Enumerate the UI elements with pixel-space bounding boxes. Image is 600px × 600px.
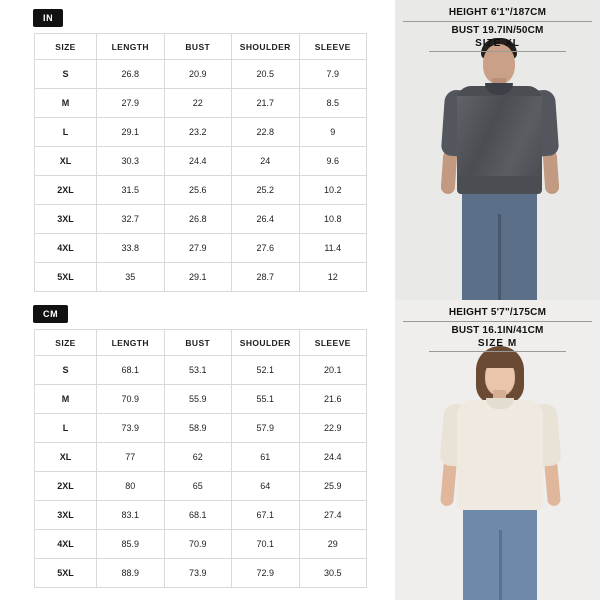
cell-size: 5XL: [35, 263, 97, 292]
cell-shoulder: 72.9: [232, 559, 300, 588]
size-table-cm: [34, 329, 367, 588]
table-row: [35, 147, 367, 176]
column-header-size: SIZE: [35, 34, 97, 60]
cell-sleeve: 20.1: [299, 356, 367, 385]
cell-length: 88.9: [97, 559, 165, 588]
male-left-arm: [440, 150, 457, 195]
cell-sleeve: 12: [299, 263, 367, 292]
column-header-shoulder: SHOULDER: [232, 34, 300, 60]
cell-length: 68.1: [97, 356, 165, 385]
column-header-length: LENGTH: [97, 34, 165, 60]
cell-shoulder: 20.5: [232, 60, 300, 89]
cell-bust: 22: [164, 89, 232, 118]
cell-length: 77: [97, 443, 165, 472]
male-height-text: HEIGHT 6'1"/187CM: [403, 6, 592, 22]
table-row: [35, 234, 367, 263]
cell-size: 4XL: [35, 530, 97, 559]
cell-sleeve: 7.9: [299, 60, 367, 89]
cell-size: M: [35, 89, 97, 118]
female-tshirt: [457, 400, 543, 510]
cell-sleeve: 29: [299, 530, 367, 559]
table-row: [35, 559, 367, 588]
cell-size: 4XL: [35, 234, 97, 263]
cell-bust: 53.1: [164, 356, 232, 385]
size-table-inches-block: [34, 8, 380, 292]
female-jeans-seam: [499, 530, 502, 600]
table-row: [35, 530, 367, 559]
size-table-inches: [34, 33, 367, 292]
column-header-shoulder: SHOULDER: [232, 330, 300, 356]
cell-sleeve: 9.6: [299, 147, 367, 176]
table-spacer: [34, 294, 380, 304]
cell-length: 70.9: [97, 385, 165, 414]
cell-bust: 65: [164, 472, 232, 501]
cell-size: 2XL: [35, 472, 97, 501]
cell-sleeve: 10.2: [299, 176, 367, 205]
table-row: [35, 414, 367, 443]
table-row: [35, 385, 367, 414]
male-size-text: SIZE XL: [429, 38, 566, 52]
cell-size: L: [35, 414, 97, 443]
column-header-sleeve: SLEEVE: [299, 330, 367, 356]
female-hair-front: [481, 350, 519, 368]
cell-shoulder: 27.6: [232, 234, 300, 263]
table-row: [35, 60, 367, 89]
cell-length: 31.5: [97, 176, 165, 205]
model-block-female: [395, 300, 600, 600]
cell-length: 35: [97, 263, 165, 292]
table-row: [35, 263, 367, 292]
male-right-arm: [542, 150, 559, 195]
cell-bust: 70.9: [164, 530, 232, 559]
table-row: [35, 443, 367, 472]
cell-length: 26.8: [97, 60, 165, 89]
cell-sleeve: 9: [299, 118, 367, 147]
female-right-arm: [544, 460, 561, 507]
cell-size: 3XL: [35, 501, 97, 530]
cell-length: 33.8: [97, 234, 165, 263]
cell-size: 2XL: [35, 176, 97, 205]
cell-size: S: [35, 356, 97, 385]
cell-shoulder: 22.8: [232, 118, 300, 147]
cell-bust: 27.9: [164, 234, 232, 263]
column-header-bust: BUST: [164, 34, 232, 60]
cell-shoulder: 70.1: [232, 530, 300, 559]
female-model-caption: [395, 300, 600, 352]
female-bust-text: BUST 16.1IN/41CM: [451, 325, 544, 336]
cell-bust: 29.1: [164, 263, 232, 292]
male-model-caption: [395, 0, 600, 52]
table-row: [35, 501, 367, 530]
column-header-bust: BUST: [164, 330, 232, 356]
cell-shoulder: 21.7: [232, 89, 300, 118]
unit-badge-cm: CM: [33, 305, 68, 323]
column-header-size: SIZE: [35, 330, 97, 356]
cell-bust: 20.9: [164, 60, 232, 89]
table-row: [35, 356, 367, 385]
cell-sleeve: 10.8: [299, 205, 367, 234]
size-table-cm-block: [34, 304, 380, 588]
cell-length: 85.9: [97, 530, 165, 559]
column-header-sleeve: SLEEVE: [299, 34, 367, 60]
cell-length: 83.1: [97, 501, 165, 530]
male-jeans-seam: [498, 214, 501, 300]
table-header-row: [35, 330, 367, 356]
unit-badge-in: IN: [33, 9, 63, 27]
cell-bust: 26.8: [164, 205, 232, 234]
cell-shoulder: 25.2: [232, 176, 300, 205]
cell-size: M: [35, 385, 97, 414]
table-row: [35, 176, 367, 205]
cell-length: 29.1: [97, 118, 165, 147]
table-row: [35, 118, 367, 147]
male-tshirt-wash-texture: [457, 96, 542, 176]
cell-bust: 55.9: [164, 385, 232, 414]
cell-bust: 23.2: [164, 118, 232, 147]
cell-sleeve: 21.6: [299, 385, 367, 414]
cell-size: XL: [35, 443, 97, 472]
cell-shoulder: 24: [232, 147, 300, 176]
column-header-length: LENGTH: [97, 330, 165, 356]
model-photos-column: [395, 0, 600, 600]
cell-shoulder: 64: [232, 472, 300, 501]
cell-sleeve: 30.5: [299, 559, 367, 588]
female-left-arm: [440, 460, 457, 507]
cell-size: 5XL: [35, 559, 97, 588]
cell-length: 32.7: [97, 205, 165, 234]
table-row: [35, 472, 367, 501]
female-height-text: HEIGHT 5'7"/175CM: [403, 306, 592, 322]
cell-shoulder: 52.1: [232, 356, 300, 385]
cell-bust: 24.4: [164, 147, 232, 176]
cell-length: 30.3: [97, 147, 165, 176]
cell-bust: 62: [164, 443, 232, 472]
cell-sleeve: 11.4: [299, 234, 367, 263]
table-row: [35, 205, 367, 234]
cell-length: 80: [97, 472, 165, 501]
cell-shoulder: 57.9: [232, 414, 300, 443]
cell-bust: 73.9: [164, 559, 232, 588]
cell-size: 3XL: [35, 205, 97, 234]
cell-shoulder: 61: [232, 443, 300, 472]
cell-sleeve: 25.9: [299, 472, 367, 501]
cell-sleeve: 27.4: [299, 501, 367, 530]
cell-shoulder: 26.4: [232, 205, 300, 234]
cell-shoulder: 67.1: [232, 501, 300, 530]
cell-size: XL: [35, 147, 97, 176]
cell-length: 73.9: [97, 414, 165, 443]
female-size-text: SIZE M: [429, 338, 566, 352]
cell-size: L: [35, 118, 97, 147]
cell-sleeve: 24.4: [299, 443, 367, 472]
table-header-row: [35, 34, 367, 60]
model-block-male: [395, 0, 600, 300]
cell-bust: 25.6: [164, 176, 232, 205]
cell-size: S: [35, 60, 97, 89]
cell-shoulder: 28.7: [232, 263, 300, 292]
cell-length: 27.9: [97, 89, 165, 118]
cell-sleeve: 8.5: [299, 89, 367, 118]
table-row: [35, 89, 367, 118]
cell-shoulder: 55.1: [232, 385, 300, 414]
cell-bust: 58.9: [164, 414, 232, 443]
cell-bust: 68.1: [164, 501, 232, 530]
cell-sleeve: 22.9: [299, 414, 367, 443]
male-bust-text: BUST 19.7IN/50CM: [451, 25, 544, 36]
